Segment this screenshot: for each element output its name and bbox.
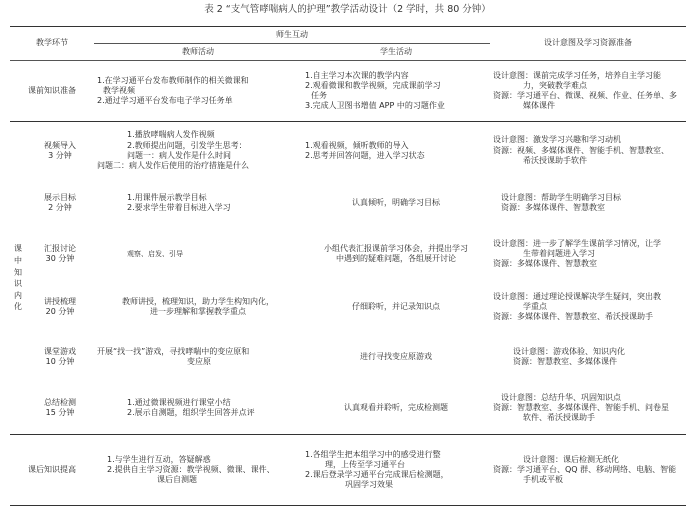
activity-design-table	[10, 26, 686, 506]
teacher-cell: 观察、启发、引导	[127, 249, 183, 258]
design-cell: 设计意图：游戏体验、知识内化 资源：智慧教室、多媒体课件	[513, 347, 625, 367]
stage-cell: 总结检测 15 分钟	[26, 381, 94, 434]
header-interaction: 师生互动	[94, 27, 490, 44]
design-cell: 设计意图：帮助学生明确学习目标 资源：多媒体课件、智慧教室	[501, 193, 621, 213]
table-title: 表 2 “支气管哮喘病人的护理”教学活动设计（2 学时，共 80 分钟）	[204, 4, 491, 15]
student-cell: 进行寻找变应原游戏	[360, 352, 432, 362]
pre-teacher: 1.在学习通平台发布教师制作的相关微课和 教学视频 2.通过学习通平台发布电子学习任务单	[94, 61, 302, 122]
table-row-pre	[10, 61, 686, 122]
table-row	[10, 227, 686, 280]
table-row	[10, 122, 686, 180]
stage-cell: 视频导入 3 分钟	[44, 140, 76, 160]
table-row	[10, 179, 686, 227]
header-teacher: 教师活动	[94, 44, 302, 61]
header-stage: 教学环节	[10, 27, 94, 61]
teacher-cell: 1.用课件展示教学目标 2.要求学生带着目标进入学习	[127, 193, 231, 213]
table-row-post	[10, 435, 686, 506]
pre-design: 设计意图：课前完成学习任务，培养自主学习能 力，突破教学难点 资源：学习通平台、微课、视频、作业、任务单、多 媒体课件	[490, 61, 686, 122]
student-cell: 认真观看并聆听，完成检测题	[302, 381, 490, 434]
student-cell: 1.观看视频，倾听教师的导入 2.思考并回答问题，进入学习状态	[305, 140, 425, 160]
post-stage: 课后知识提高	[10, 435, 94, 506]
teacher-cell: 1.播放哮喘病人发作视频 2.教师提出问题，引发学生思考： 问题一：病人发作是什么时间 问题二：病人发作后使用的治疗措施是什么	[97, 130, 249, 170]
header-student: 学生活动	[302, 44, 490, 61]
table-row	[10, 333, 686, 381]
stage-cell: 讲授梳理 20 分钟	[44, 296, 76, 317]
stage-cell: 展示目标 2 分钟	[44, 193, 76, 213]
student-cell: 仔细聆听，并记录知识点	[352, 302, 440, 311]
design-cell: 设计意图：激发学习兴趣和学习动机 资源：视频、多媒体课件、智能手机、智慧教室、 希沃授课助手软件	[493, 135, 669, 165]
teacher-cell: 开展“找一找”游戏，寻找哮喘中的变应原和 变应原	[97, 347, 250, 367]
post-student: 1.各组学生把本组学习中的感受进行整 理，上传至学习通平台 2.课后登录学习通平台完成课后检测题， 巩固学习效果	[302, 435, 490, 506]
student-cell: 认真倾听，明确学习目标	[352, 198, 440, 208]
teacher-cell: 1.通过微课视频进行课堂小结 2.展示自测题，组织学生回答并点评	[94, 381, 302, 434]
design-cell: 设计意图：总结升华、巩固知识点 资源：智慧教室、多媒体课件、智能手机、问卷星 软件、希沃授课助手	[490, 381, 686, 434]
design-cell: 设计意图：进一步了解学生课前学习情况，让学 生带着问题进入学习 资源：多媒体课件、智慧教室	[493, 238, 661, 269]
design-cell: 设计意图：通过理论授课解决学生疑问，突出教 学重点 资源：多媒体课件、智慧教室、希沃授课助手	[493, 291, 661, 322]
stage-cell: 课堂游戏 10 分钟	[44, 347, 76, 367]
stage-cell: 汇报讨论 30 分钟	[44, 243, 76, 264]
student-cell: 小组代表汇报课前学习体会，并提出学习 中遇到的疑难问题，各组展开讨论	[324, 243, 468, 264]
pre-stage: 课前知识准备	[10, 61, 94, 122]
table-row	[10, 281, 686, 333]
in-class-label: 课中知识内化	[10, 122, 26, 435]
post-teacher: 1.与学生进行互动，答疑解惑 2.提供自主学习资源：教学视频、微课、课件、 课后自测题	[94, 435, 302, 506]
teacher-cell: 教师讲授，梳理知识，助力学生构知内化， 进一步理解和掌握教学重点	[122, 296, 274, 317]
pre-student: 1.自主学习本次课的教学内容 2.观看微课和教学视频，完成课前学习 任务 3.完成人卫图书增值 APP 中的习题作业	[302, 61, 490, 122]
header-design: 设计意图及学习资源准备	[490, 27, 686, 61]
post-design: 设计意图：课后检测无纸化 资源：学习通平台、QQ 群、移动网络、电脑、智能 手机或平板	[490, 435, 686, 506]
table-row	[10, 381, 686, 434]
